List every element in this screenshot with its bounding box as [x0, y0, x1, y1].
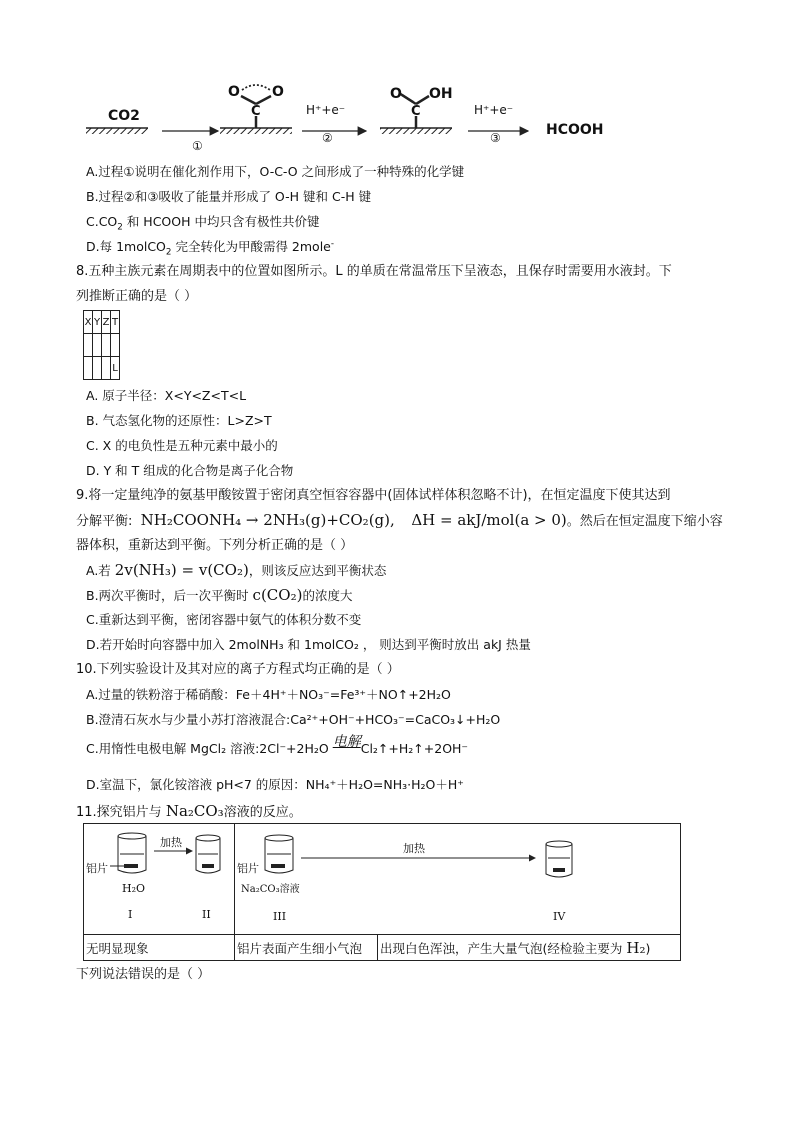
co2-label: CO2 — [108, 108, 140, 124]
atom-o: O — [272, 84, 284, 100]
q9-option-c: C.重新达到平衡，密闭容器中氨气的体积分数不变 — [86, 612, 362, 627]
q8-option-a: A. 原子半径：X<Y<Z<T<L — [86, 388, 247, 403]
electrolysis-condition: 电解 — [332, 734, 361, 750]
q7-option-b: B.过程②和③吸收了能量并形成了 O-H 键和 C-H 键 — [86, 189, 372, 204]
observation-2: 铝片表面产生细小气泡 — [235, 935, 378, 961]
q10-option-c: C.用惰性电极电解 MgCl₂ 溶液:2Cl⁻+2H₂O 电解Cl₂↑+H₂↑+2OH⁻ — [86, 734, 469, 756]
q9-option-b: B.两次平衡时，后一次平衡时 c(CO₂)的浓度大 — [86, 586, 353, 604]
heat-label: 加热 — [160, 836, 182, 849]
beaker-icon — [546, 841, 572, 877]
beaker-icon — [196, 835, 220, 873]
beaker-icon — [110, 833, 146, 873]
q10-option-b: B.澄清石灰水与少量小苏打溶液混合:Ca²⁺+OH⁻+HCO₃⁻=CaCO₃↓+H₂O — [86, 712, 501, 727]
catalyst-surface-2 — [220, 128, 292, 134]
q8-option-d: D. Y 和 T 组成的化合物是离子化合物 — [86, 463, 294, 478]
q7-option-d: D.每 1molCO$_2$ 完全转化为甲酸需得 2mole- — [86, 238, 335, 258]
cell-y: Y — [93, 311, 102, 334]
cell-z: Z — [102, 311, 111, 334]
catalyst-surface-1 — [86, 128, 148, 134]
enthalpy: ΔH = akJ/mol(a > 0) — [411, 511, 567, 529]
q9-option-a: A.若 2v(NH₃) = v(CO₂)，则该反应达到平衡状态 — [86, 561, 387, 579]
sodium-carbonate-label: Na₂CO₃溶液 — [241, 884, 300, 895]
beaker-label-iii: III — [273, 910, 287, 923]
foil-label: 铝片 — [86, 862, 108, 875]
step-label-3: ③ — [490, 131, 501, 145]
experiment-cell-2 — [235, 824, 681, 935]
atom-o: O — [228, 84, 240, 100]
q11-tail: 下列说法错误的是（ ） — [76, 967, 211, 982]
experiment-cell-1 — [84, 824, 235, 935]
step-label-1: ① — [192, 139, 203, 153]
q10-option-d: D.室温下，氯化铵溶液 pH<7 的原因：NH₄⁺＋H₂O=NH₃·H₂O＋H⁺ — [86, 777, 464, 792]
beaker-icon — [265, 835, 293, 873]
cell-t: T — [111, 311, 120, 334]
atom-o: O — [390, 86, 402, 102]
q10-stem: 10.下列实验设计及其对应的离子方程式均正确的是（ ） — [76, 662, 400, 677]
atom-c: C — [251, 104, 261, 119]
step-label-2: ② — [322, 131, 333, 145]
product-label: HCOOH — [546, 122, 604, 138]
q8-stem-line2: 列推断正确的是（ ） — [76, 289, 198, 304]
observation-3: 出现白色浑浊，产生大量气泡(经检验主要为 H₂) — [378, 935, 681, 961]
q11-stem: 11.探究铝片与 Na₂CO₃溶液的反应。 — [76, 802, 302, 820]
hydroxyl-label: OH — [429, 86, 453, 102]
q9-stem-line3: 器体积，重新达到平衡。下列分析正确的是（ ） — [76, 538, 354, 553]
cell-x: X — [84, 311, 93, 334]
decomposition-equation: NH₂COONH₄ → 2NH₃(g)+CO₂(g), — [140, 511, 395, 529]
observation-1: 无明显现象 — [84, 935, 235, 961]
periodic-table-fragment — [83, 310, 120, 380]
q9-stem-line1: 9.将一定量纯净的氨基甲酸铵置于密闭真空恒容容器中(固体试样体积忽略不计)，在恒定温度下使其达到 — [76, 488, 671, 503]
step-reagent-2: H⁺+e⁻ — [306, 103, 346, 117]
scheme-graphics — [80, 82, 640, 158]
catalyst-surface-3 — [380, 128, 452, 134]
heat-label: 加热 — [403, 842, 425, 855]
beaker-label-ii: II — [202, 908, 211, 921]
q9-option-d: D.若开始时向容器中加入 2molNH₃ 和 1molCO₂ ， 则达到平衡时放出 akJ 热量 — [86, 637, 531, 652]
experiment-table — [83, 823, 681, 961]
cell-l: L — [111, 357, 120, 380]
step-reagent-3: H⁺+e⁻ — [474, 103, 514, 117]
atom-c: C — [411, 104, 421, 119]
q9-stem-line2: 分解平衡: NH₂COONH₄ → 2NH₃(g)+CO₂(g), ΔH = akJ/mol(a > 0)。然后在恒定温度下缩小容 — [76, 511, 723, 529]
q7-option-a: A.过程①说明在催化剂作用下，O-C-O 之间形成了一种特殊的化学键 — [86, 164, 465, 179]
beaker-label-iv: IV — [553, 910, 566, 923]
q8-option-b: B. 气态氢化物的还原性：L>Z>T — [86, 413, 272, 428]
q7-option-c: $C.CO_2$ 和 HCOOH 中均只含有极性共价键 — [86, 214, 320, 233]
beaker-label-i: I — [128, 908, 133, 921]
foil-label: 铝片 — [237, 862, 259, 875]
water-label: H₂O — [122, 882, 146, 895]
q10-option-a: A.过量的铁粉溶于稀硝酸：Fe＋4H⁺＋NO₃⁻=Fe³⁺＋NO↑+2H₂O — [86, 687, 451, 702]
q8-option-c: C. X 的电负性是五种元素中最小的 — [86, 438, 278, 453]
q8-stem-line1: 8.五种主族元素在周期表中的位置如图所示。L 的单质在常温常压下呈液态，且保存时需要用水液封。下 — [76, 264, 672, 279]
